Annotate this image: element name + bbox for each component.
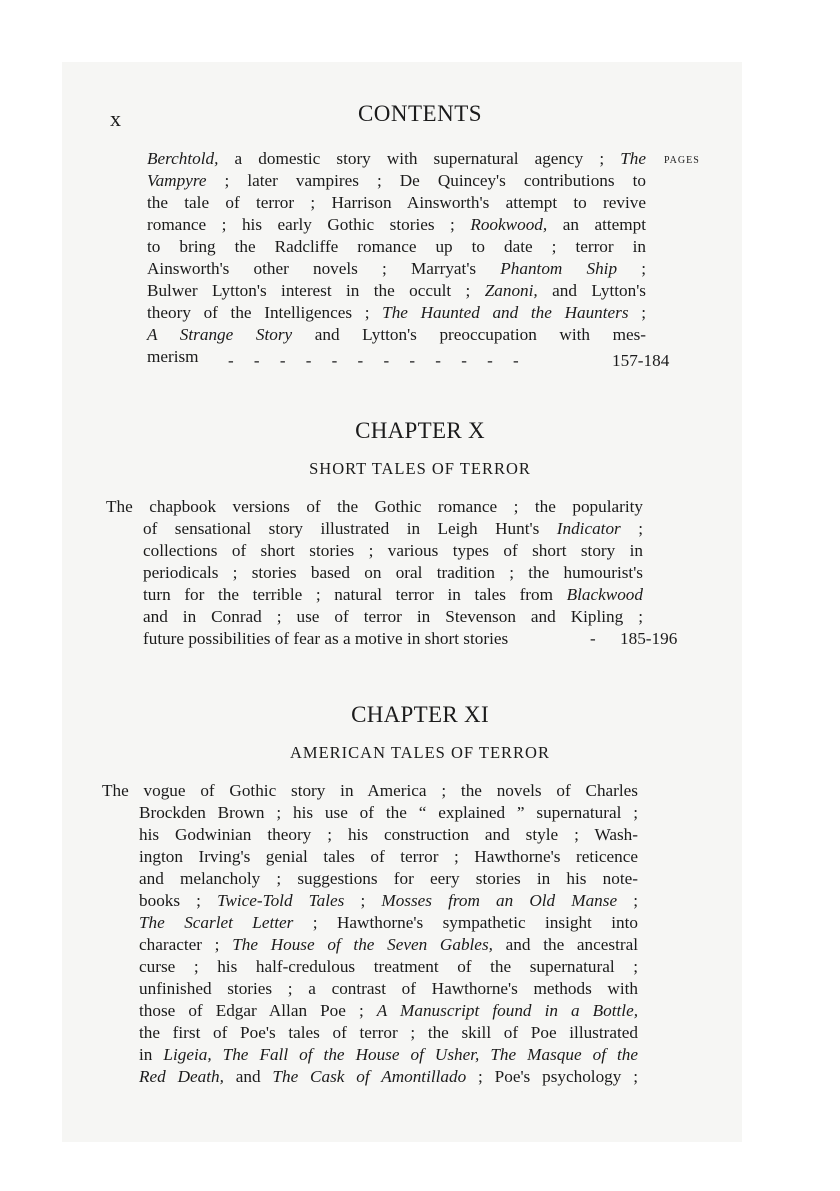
summary-text: and in Conrad ; use of terror in Stevenson and Kipling ; bbox=[143, 607, 643, 626]
summary-line bbox=[147, 324, 646, 346]
summary-line bbox=[106, 496, 643, 518]
summary-text: ; bbox=[628, 303, 647, 322]
summary-text: unfinished stories ; a contrast of Hawthorne's methods with bbox=[139, 979, 638, 998]
summary-line bbox=[143, 606, 643, 628]
summary-text: ; bbox=[344, 891, 382, 910]
summary-text: and Lytton's bbox=[537, 281, 646, 300]
summary-line bbox=[147, 170, 646, 192]
summary-text: ; bbox=[617, 259, 646, 278]
summary-text: of sensational story illustrated in Leigh Hunt's bbox=[143, 519, 557, 538]
summary-text: ; bbox=[620, 519, 643, 538]
summary-text: ; Hawthorne's sympathetic insight into bbox=[293, 913, 638, 932]
summary-text: Bulwer Lytton's interest in the occult ; bbox=[147, 281, 485, 300]
summary-text: Ainsworth's other novels ; Marryat's bbox=[147, 259, 501, 278]
summary-line bbox=[139, 802, 638, 824]
summary-text: ; bbox=[617, 891, 639, 910]
leader-dots: - bbox=[590, 629, 596, 648]
leader-dots: - - - - - - - - - - - - bbox=[228, 351, 519, 370]
summary-line bbox=[143, 562, 643, 584]
summary-line bbox=[139, 956, 638, 978]
summary-line bbox=[139, 868, 638, 890]
summary-text: curse ; his half-credulous treatment of the supernatural ; bbox=[139, 957, 638, 976]
summary-line bbox=[147, 236, 646, 258]
summary-line bbox=[139, 1022, 638, 1044]
summary-text: periodicals ; stories based on oral tradition ; the humourist's bbox=[143, 563, 643, 582]
summary-line bbox=[139, 1066, 638, 1088]
italic-title: The Haunted and the Haunters bbox=[382, 303, 629, 322]
italic-title: Blackwood bbox=[566, 585, 643, 604]
summary-line bbox=[143, 584, 643, 606]
summary-text: collections of short stories ; various types of short story in bbox=[143, 541, 643, 560]
summary-line bbox=[139, 1000, 638, 1022]
italic-title: The bbox=[620, 149, 646, 168]
italic-title: Twice-Told Tales bbox=[217, 891, 345, 910]
italic-title: Phantom Ship bbox=[500, 259, 618, 278]
page-number: x bbox=[110, 106, 121, 131]
summary-text: the first of Poe's tales of terror ; the skill of Poe illustrated bbox=[139, 1023, 638, 1042]
summary-text: a domestic story with supernatural agency ; bbox=[218, 149, 621, 168]
summary-text: books ; bbox=[139, 891, 218, 910]
italic-title: Rookwood, bbox=[470, 215, 548, 234]
page-range: 157-184 bbox=[612, 351, 670, 370]
italic-title: Indicator bbox=[556, 519, 621, 538]
summary-line bbox=[139, 824, 638, 846]
summary-line bbox=[143, 540, 643, 562]
summary-text: future possibilities of fear as a motive in short stories bbox=[143, 629, 509, 648]
italic-title: The Cask of Amontillado bbox=[272, 1067, 467, 1086]
summary-text: The chapbook versions of the Gothic romance ; the popularity bbox=[106, 497, 643, 516]
running-title: CONTENTS bbox=[357, 101, 483, 126]
page-range: 185-196 bbox=[620, 629, 678, 648]
summary-text: romance ; his early Gothic stories ; bbox=[147, 215, 471, 234]
summary-line bbox=[139, 978, 638, 1000]
summary-line bbox=[139, 890, 638, 912]
italic-title: A Strange Story bbox=[147, 325, 293, 344]
chapter-heading: CHAPTER XI bbox=[351, 702, 489, 727]
italic-title: The House of the Seven Gables, bbox=[232, 935, 493, 954]
summary-text: ; Poe's psychology ; bbox=[466, 1067, 638, 1086]
summary-line bbox=[102, 780, 638, 802]
italic-title: The Scarlet Letter bbox=[139, 913, 294, 932]
summary-line bbox=[139, 846, 638, 868]
summary-line bbox=[147, 214, 646, 236]
italic-title: Mosses from an Old Manse bbox=[381, 891, 618, 910]
summary-text: theory of the Intelligences ; bbox=[147, 303, 383, 322]
chapter-subtitle: SHORT TALES OF TERROR bbox=[309, 459, 531, 478]
summary-line bbox=[147, 192, 646, 214]
summary-line bbox=[143, 518, 643, 540]
summary-line bbox=[147, 280, 646, 302]
summary-text: and the ancestral bbox=[492, 935, 638, 954]
summary-text: Brockden Brown ; his use of the “ explained ” supernatural ; bbox=[139, 803, 638, 822]
summary-line bbox=[139, 1044, 638, 1066]
summary-text: and bbox=[223, 1067, 273, 1086]
summary-text: his Godwinian theory ; his construction and style ; Wash- bbox=[139, 825, 638, 844]
summary-line bbox=[147, 302, 646, 324]
summary-text: those of Edgar Allan Poe ; bbox=[139, 1001, 377, 1020]
italic-title: A Manuscript found in a Bottle, bbox=[376, 1001, 638, 1020]
italic-title: Red Death, bbox=[139, 1067, 224, 1086]
summary-line bbox=[139, 934, 638, 956]
summary-text: The vogue of Gothic story in America ; the novels of Charles bbox=[102, 781, 638, 800]
summary-line bbox=[147, 148, 646, 170]
italic-title: Vampyre bbox=[147, 171, 207, 190]
summary-text: turn for the terrible ; natural terror in tales from bbox=[143, 585, 567, 604]
summary-line bbox=[139, 912, 638, 934]
summary-text: ; later vampires ; De Quincey's contributions to bbox=[206, 171, 646, 190]
summary-text: the tale of terror ; Harrison Ainsworth's attempt to revive bbox=[147, 193, 646, 212]
summary-text: to bring the Radcliffe romance up to date ; terror in bbox=[147, 237, 646, 256]
summary-text: and melancholy ; suggestions for eery stories in his note- bbox=[139, 869, 638, 888]
italic-title: Ligeia, The Fall of the House of Usher, The Masque of the bbox=[163, 1045, 639, 1064]
summary-text: merism bbox=[147, 347, 199, 366]
summary-line bbox=[147, 258, 646, 280]
summary-text: character ; bbox=[139, 935, 233, 954]
chapter-subtitle: AMERICAN TALES OF TERROR bbox=[290, 743, 550, 762]
chapter-heading: CHAPTER X bbox=[355, 418, 485, 443]
summary-text: ington Irving's genial tales of terror ; Hawthorne's reticence bbox=[139, 847, 638, 866]
summary-text: and Lytton's preoccupation with mes- bbox=[292, 325, 646, 344]
italic-title: Zanoni, bbox=[484, 281, 538, 300]
summary-text: an attempt bbox=[547, 215, 646, 234]
pages-column-label: PAGES bbox=[664, 155, 700, 166]
summary-text: in bbox=[139, 1045, 164, 1064]
summary-line bbox=[143, 628, 643, 650]
italic-title: Berchtold, bbox=[147, 149, 219, 168]
